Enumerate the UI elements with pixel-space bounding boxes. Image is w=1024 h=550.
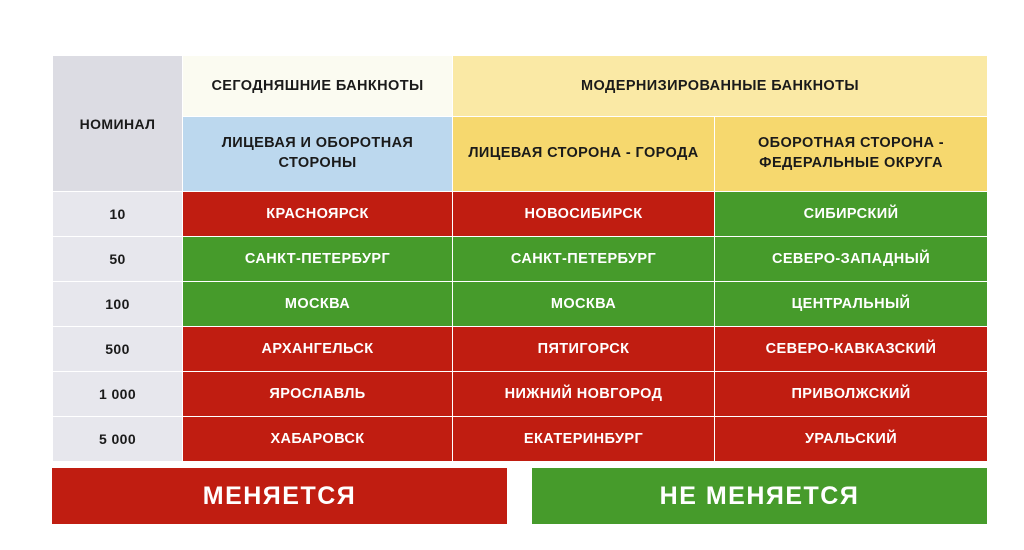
cell-today-banknote: МОСКВА bbox=[183, 282, 453, 327]
table-header bbox=[53, 56, 988, 192]
cell-today-banknote: АРХАНГЕЛЬСК bbox=[183, 327, 453, 372]
table-row bbox=[53, 417, 988, 462]
cell-front-city: НИЖНИЙ НОВГОРОД bbox=[453, 372, 715, 417]
header-row-subgroups bbox=[53, 117, 988, 192]
table-row bbox=[53, 282, 988, 327]
cell-back-district: УРАЛЬСКИЙ bbox=[715, 417, 988, 462]
cell-nominal: 50 bbox=[53, 237, 183, 282]
cell-front-city: ПЯТИГОРСК bbox=[453, 327, 715, 372]
legend-no-changes: НЕ МЕНЯЕТСЯ bbox=[532, 468, 987, 524]
cell-back-district: СИБИРСКИЙ bbox=[715, 192, 988, 237]
cell-front-city: ЕКАТЕРИНБУРГ bbox=[453, 417, 715, 462]
header-both-sides: ЛИЦЕВАЯ И ОБОРОТНАЯ СТОРОНЫ bbox=[183, 117, 453, 192]
cell-back-district: ПРИВОЛЖСКИЙ bbox=[715, 372, 988, 417]
header-front-side-cities: ЛИЦЕВАЯ СТОРОНА - ГОРОДА bbox=[453, 117, 715, 192]
cell-today-banknote: КРАСНОЯРСК bbox=[183, 192, 453, 237]
table-row bbox=[53, 192, 988, 237]
header-modernized-banknotes: МОДЕРНИЗИРОВАННЫЕ БАНКНОТЫ bbox=[453, 56, 988, 117]
banknotes-table-container bbox=[52, 55, 987, 462]
cell-nominal: 500 bbox=[53, 327, 183, 372]
cell-today-banknote: ХАБАРОВСК bbox=[183, 417, 453, 462]
header-row-groups bbox=[53, 56, 988, 117]
table-body bbox=[53, 192, 988, 462]
cell-nominal: 10 bbox=[53, 192, 183, 237]
table-row bbox=[53, 327, 988, 372]
legend bbox=[52, 468, 987, 524]
cell-nominal: 5 000 bbox=[53, 417, 183, 462]
header-nominal: НОМИНАЛ bbox=[53, 56, 183, 192]
table-row bbox=[53, 372, 988, 417]
legend-changes: МЕНЯЕТСЯ bbox=[52, 468, 507, 524]
cell-nominal: 1 000 bbox=[53, 372, 183, 417]
cell-front-city: НОВОСИБИРСК bbox=[453, 192, 715, 237]
table-row bbox=[53, 237, 988, 282]
cell-nominal: 100 bbox=[53, 282, 183, 327]
header-back-side-districts: ОБОРОТНАЯ СТОРОНА - ФЕДЕРАЛЬНЫЕ ОКРУГА bbox=[715, 117, 988, 192]
cell-back-district: СЕВЕРО-КАВКАЗСКИЙ bbox=[715, 327, 988, 372]
cell-front-city: МОСКВА bbox=[453, 282, 715, 327]
header-today-banknotes: СЕГОДНЯШНИЕ БАНКНОТЫ bbox=[183, 56, 453, 117]
cell-back-district: СЕВЕРО-ЗАПАДНЫЙ bbox=[715, 237, 988, 282]
cell-today-banknote: ЯРОСЛАВЛЬ bbox=[183, 372, 453, 417]
cell-today-banknote: САНКТ-ПЕТЕРБУРГ bbox=[183, 237, 453, 282]
banknotes-comparison-table bbox=[52, 55, 988, 462]
cell-back-district: ЦЕНТРАЛЬНЫЙ bbox=[715, 282, 988, 327]
cell-front-city: САНКТ-ПЕТЕРБУРГ bbox=[453, 237, 715, 282]
